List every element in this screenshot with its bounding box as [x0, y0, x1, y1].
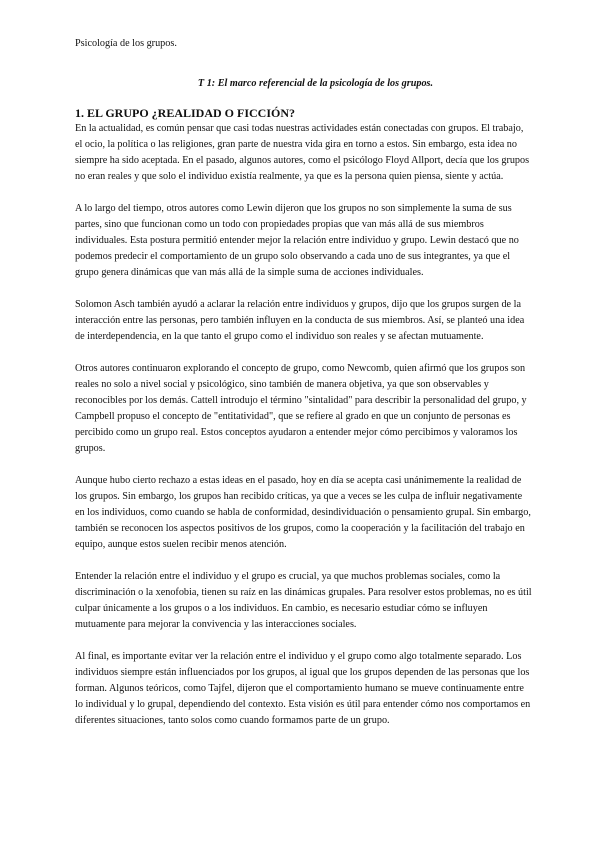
document-title: T 1: El marco referencial de la psicología de los grupos. [197, 78, 434, 89]
paragraph-1: En la actualidad, es común pensar que casi todas nuestras actividades están conectadas con grupos. El trabajo, el ocio, la política o las religiones, gran parte de nuestra vida gira en torno a estos. Sin embargo, esta idea no siempre ha sido aceptada. En el pasado, algunos autores, como el psicólogo Floyd Allport, decía que los grupos no eran reales y que solo el individuo existía realmente, ya que es la persona quien piensa, siente y actúa. [75, 123, 530, 182]
paragraph-4: Otros autores continuaron explorando el concepto de grupo, como Newcomb, quien afirmó que los grupos son reales no solo a nivel social y psicológico, sino también de manera objetiva, ya que son observables y reconocibles por los demás. Cattell introdujo el término "sintalidad" para describir la personalidad del grupo, y Campbell propuso el concepto de "entitatividad", que se refiere al grado en que un conjunto de personas es percibido como un grupo real. Estos conceptos ayudaron a entender mejor cómo percibimos y valoramos los grupos. [75, 363, 527, 454]
section-heading: 1. EL GRUPO ¿REALIDAD O FICCIÓN? [75, 106, 296, 120]
paragraph-6: Entender la relación entre el individuo y el grupo es crucial, ya que muchos problemas sociales, como la discriminación o la xenofobia, tienen su raíz en las dinámicas grupales. Para resolver estos problemas, no es útil culpar únicamente a los grupos o a los individuos. En cambio, es necesario estudiar cómo se influyen mutuamente para mejorar la convivencia y las interacciones sociales. [75, 571, 532, 630]
paragraph-7: Al final, es importante evitar ver la relación entre el individuo y el grupo como algo totalmente separado. Los individuos siempre están influenciados por los grupos, al igual que los grupos dependen de las personas que los forman. Algunos teóricos, como Tajfel, dijeron que el comportamiento humano se mueve continuamente entre lo individual y lo grupal, dependiendo del contexto. Esta visión es útil para entender cómo nos comportamos en diferentes situaciones, tanto solos como cuando formamos parte de un grupo. [75, 651, 531, 726]
paragraph-5: Aunque hubo cierto rechazo a estas ideas en el pasado, hoy en día se acepta casi unánimemente la realidad de los grupos. Sin embargo, los grupos han recibido críticas, ya que a veces se les culpa de influir negativamente en los individuos, como cuando se habla de conformidad, desindividuación o pensamiento grupal. Sin embargo, también se reconocen los aspectos positivos de los grupos, como la cooperación y la facilitación del trabajo en equipo, aunque estos suelen recibir menos atención. [75, 475, 531, 550]
paragraph-2: A lo largo del tiempo, otros autores como Lewin dijeron que los grupos no son simplemente la suma de sus partes, sino que funcionan como un todo con propiedades propias que van más allá de sus miembros individuales. Esta postura permitió entender mejor la relación entre individuo y grupo. Lewin destacó que no podemos predecir el comportamiento de un grupo solo observando a cada uno de sus integrantes, ya que el grupo genera dinámicas que van más allá de la simple suma de acciones individuales. [75, 203, 519, 278]
page-header: Psicología de los grupos. [75, 38, 177, 49]
paragraph-3: Solomon Asch también ayudó a aclarar la relación entre individuos y grupos, dijo que los grupos surgen de la interacción entre las personas, pero también influyen en la conducta de sus miembros. Así, se planteó una idea de interdependencia, en la que tanto el grupo como el individuo son reales y se afectan mutuamente. [75, 299, 525, 342]
